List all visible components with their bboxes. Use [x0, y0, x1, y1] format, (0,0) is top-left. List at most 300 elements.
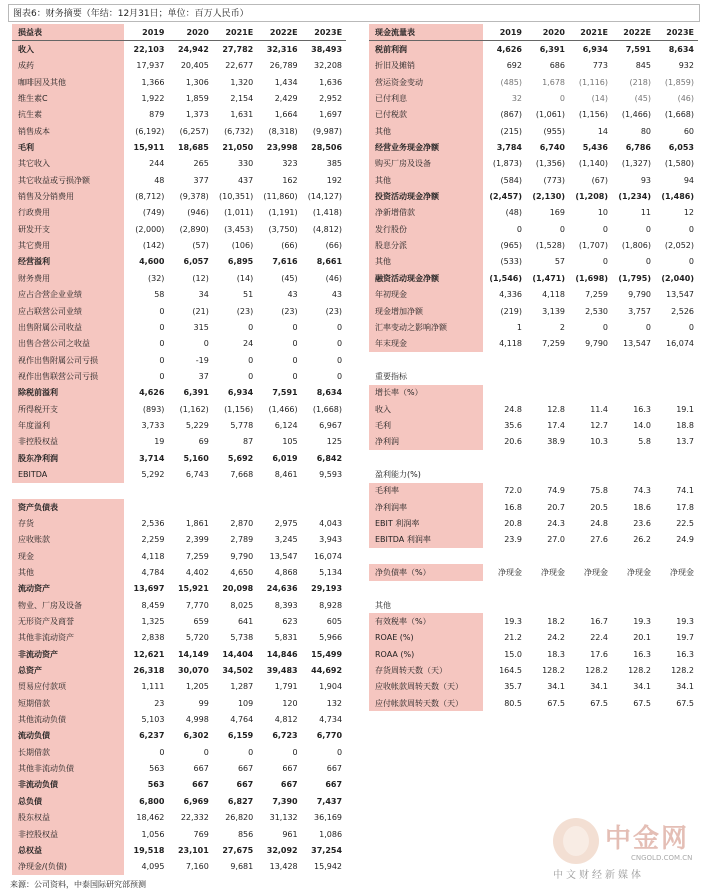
- row-label: 应占联营公司业绩: [12, 303, 124, 319]
- table-cell: 2,838: [141, 633, 165, 643]
- table-cell: 6,159: [227, 731, 254, 741]
- table-cell: 0: [336, 339, 343, 349]
- table-cell: [526, 548, 569, 564]
- table-cell: 0: [336, 371, 343, 381]
- row-label: 净利润率: [369, 499, 483, 515]
- table-cell: 769: [193, 829, 209, 839]
- table-cell: 19,518: [133, 845, 165, 855]
- table-cell: 0: [516, 224, 522, 234]
- row-label: ROAE (%): [369, 630, 483, 646]
- table-cell: 0: [248, 322, 254, 332]
- table-cell: 667: [326, 764, 343, 774]
- table-cell: (1,327): [621, 159, 651, 169]
- table-cell: 8,634: [668, 45, 694, 55]
- table-cell: 6,770: [316, 731, 343, 741]
- table-cell: 5,738: [230, 633, 254, 643]
- table-cell: 37: [198, 371, 209, 381]
- table-cell: [569, 352, 612, 368]
- row-label: 净现金/(负债): [12, 859, 124, 875]
- table-cell: 27,782: [222, 45, 254, 55]
- table-cell: 0: [159, 339, 165, 349]
- table-cell: (8,318): [268, 126, 298, 136]
- table-row: [12, 810, 346, 826]
- table-cell: 34.1: [547, 682, 565, 692]
- table-cell: 13,697: [133, 584, 165, 594]
- table-row: [12, 711, 346, 727]
- table-cell: 15,942: [314, 862, 343, 872]
- row-label: 其它费用: [12, 237, 124, 253]
- row-label: 其他非流动负债: [12, 760, 124, 776]
- row-label: 咖啡因及其他: [12, 74, 124, 90]
- table-cell: 6,827: [227, 796, 254, 806]
- table-cell: 8,393: [274, 600, 298, 610]
- row-label: 视作出售附属公司亏损: [12, 352, 124, 368]
- row-label: EBITDA: [12, 466, 124, 482]
- table-row: [12, 532, 346, 548]
- table-cell: (215): [500, 126, 522, 136]
- table-row: [12, 188, 346, 204]
- table-cell: (1,707): [578, 241, 608, 251]
- table-cell: 4,118: [542, 290, 565, 300]
- table-cell: 2,429: [274, 94, 298, 104]
- watermark-slogan: 中文财经新媒体: [553, 870, 644, 881]
- table-cell: 128.2: [671, 666, 694, 676]
- table-cell: (45): [281, 273, 298, 283]
- table-cell: 38,493: [311, 45, 343, 55]
- table-cell: 2,870: [230, 518, 254, 528]
- table-cell: 6,743: [185, 469, 209, 479]
- table-cell: [302, 499, 346, 515]
- table-cell: (4,812): [312, 224, 343, 234]
- table-cell: 7,668: [230, 469, 254, 479]
- table-cell: 94: [683, 175, 694, 185]
- table-cell: 0: [602, 257, 608, 267]
- table-cell: 162: [282, 175, 298, 185]
- source-note: 来源：公司资料，中泰国际研究部预测: [10, 880, 146, 889]
- table-row: [369, 90, 698, 106]
- year-header: 2022E: [269, 27, 298, 37]
- row-label: 股东净利润: [12, 450, 124, 466]
- row-label: 毛利率: [369, 483, 483, 499]
- table-cell: 18,685: [177, 143, 209, 153]
- row-label: [12, 483, 124, 499]
- table-cell: 12.8: [547, 404, 565, 414]
- table-cell: [569, 581, 612, 597]
- table-cell: 8,461: [274, 469, 298, 479]
- table-cell: 24.8: [504, 404, 522, 414]
- table-row: [369, 205, 698, 221]
- row-label: 流动资产: [12, 581, 124, 597]
- table-cell: [483, 466, 526, 482]
- table-cell: [655, 548, 698, 564]
- table-cell: 1,320: [230, 77, 254, 87]
- table-cell: [124, 483, 168, 499]
- table-cell: 667: [282, 764, 298, 774]
- table-cell: [612, 466, 655, 482]
- table-cell: 120: [282, 698, 298, 708]
- table-cell: 1,056: [141, 829, 165, 839]
- table-cell: (10,351): [218, 192, 254, 202]
- table-cell: 1,664: [274, 110, 298, 120]
- table-cell: 23,101: [177, 845, 209, 855]
- table-cell: 2: [559, 322, 565, 332]
- table-row: [12, 287, 346, 303]
- table-row: [12, 859, 346, 875]
- watermark-logo-icon: [553, 818, 599, 864]
- table-cell: 330: [237, 159, 254, 169]
- table-cell: 5,720: [185, 633, 209, 643]
- table-cell: [526, 581, 569, 597]
- table-cell: 37,254: [311, 845, 343, 855]
- table-cell: 4,650: [230, 568, 254, 578]
- table-row: [369, 532, 698, 548]
- table-cell: 16,074: [666, 339, 694, 349]
- table-cell: [569, 548, 612, 564]
- table-cell: [612, 450, 655, 466]
- table-cell: 8,025: [230, 600, 254, 610]
- table-cell: 67.5: [676, 698, 694, 708]
- table-cell: 2,259: [141, 535, 165, 545]
- table-cell: 6,019: [272, 453, 298, 463]
- table-cell: 24.2: [547, 633, 565, 643]
- table-cell: [612, 368, 655, 384]
- table-cell: 24,636: [266, 584, 298, 594]
- table-cell: (3,453): [224, 224, 254, 234]
- table-cell: 1,366: [141, 77, 165, 87]
- table-cell: (749): [142, 208, 165, 218]
- table-row: [369, 303, 698, 319]
- table-cell: 623: [282, 617, 298, 627]
- table-row: [12, 613, 346, 629]
- table-cell: (9,987): [312, 126, 343, 136]
- table-cell: 932: [678, 61, 694, 71]
- table-cell: 净现金: [627, 568, 651, 578]
- table-cell: 6,967: [319, 420, 343, 430]
- row-label: 存货周转天数（天）: [369, 662, 483, 678]
- table-row: [12, 760, 346, 776]
- year-header: 2023E: [666, 27, 694, 37]
- table-cell: [569, 466, 612, 482]
- year-header: 2020: [542, 27, 565, 37]
- table-cell: 1,373: [185, 110, 209, 120]
- table-row: [12, 842, 346, 858]
- table-cell: 67.5: [633, 698, 651, 708]
- table-cell: [526, 597, 569, 613]
- table-cell: 13,547: [269, 551, 298, 561]
- table-cell: [655, 597, 698, 613]
- table-row: [369, 319, 698, 335]
- table-cell: 1,904: [319, 682, 343, 692]
- table-cell: 14,149: [177, 649, 209, 659]
- row-label: 净负债率（%）: [369, 564, 483, 580]
- table-cell: 563: [147, 780, 165, 790]
- table-cell: 9,790: [230, 551, 254, 561]
- table-cell: 132: [326, 698, 343, 708]
- table-row: [12, 41, 346, 57]
- row-label: 流动负债: [12, 728, 124, 744]
- table-cell: 5,436: [582, 143, 608, 153]
- table-cell: [526, 385, 569, 401]
- table-cell: 845: [635, 61, 651, 71]
- table-cell: 20.8: [504, 518, 522, 528]
- table-cell: 34,502: [222, 666, 254, 676]
- row-label: 年初现金: [369, 287, 483, 303]
- table-cell: 净现金: [670, 568, 694, 578]
- table-cell: 7,616: [272, 257, 298, 267]
- row-label: 总资产: [12, 662, 124, 678]
- table-cell: [569, 450, 612, 466]
- table-cell: [483, 385, 526, 401]
- row-label: 财务费用: [12, 270, 124, 286]
- table-cell: 4,336: [499, 290, 522, 300]
- table-cell: 667: [236, 780, 254, 790]
- row-label: [369, 548, 483, 564]
- table-cell: 20,405: [180, 61, 209, 71]
- table-cell: (3,750): [268, 224, 298, 234]
- table-cell: 11: [640, 208, 651, 218]
- table-cell: 7,259: [585, 290, 608, 300]
- table-cell: 18.3: [547, 649, 565, 659]
- table-row: [369, 499, 698, 515]
- table-cell: [257, 483, 301, 499]
- table-row: [369, 172, 698, 188]
- table-cell: 6,391: [183, 388, 209, 398]
- table-row: [12, 385, 346, 401]
- table-cell: 6,391: [539, 45, 565, 55]
- table-cell: (965): [500, 241, 522, 251]
- table-cell: (955): [543, 126, 565, 136]
- row-label: 其他: [12, 564, 124, 580]
- table-row: [12, 499, 346, 515]
- table-row: [369, 679, 698, 695]
- table-cell: (773): [543, 175, 565, 185]
- table-cell: 14,404: [222, 649, 254, 659]
- table-cell: 0: [159, 306, 165, 316]
- table-cell: [655, 466, 698, 482]
- year-header: 2019: [499, 27, 522, 37]
- table-cell: 6,934: [582, 45, 608, 55]
- table-row: [369, 450, 698, 466]
- row-label: 股东权益: [12, 810, 124, 826]
- row-label: 经营业务现金净额: [369, 139, 483, 155]
- table-cell: 0: [336, 747, 343, 757]
- table-cell: 22.4: [590, 633, 608, 643]
- row-label: 销售及分销费用: [12, 188, 124, 204]
- table-row: [12, 679, 346, 695]
- table-cell: 26.2: [633, 535, 651, 545]
- row-label: 税前利润: [369, 41, 483, 57]
- table-cell: 24,942: [177, 45, 209, 55]
- row-label: 汇率变动之影响净额: [369, 319, 483, 335]
- table-cell: 34.1: [676, 682, 694, 692]
- table-cell: 437: [237, 175, 254, 185]
- table-row: [369, 401, 698, 417]
- table-cell: (142): [142, 241, 165, 251]
- table-cell: (23): [325, 306, 343, 316]
- table-cell: 14.0: [633, 420, 651, 430]
- table-cell: 27,675: [222, 845, 254, 855]
- table-cell: (46): [677, 94, 694, 104]
- table-cell: (1,156): [578, 110, 608, 120]
- table-cell: 6,057: [183, 257, 209, 267]
- table-cell: 128.2: [628, 666, 651, 676]
- table-row: [12, 483, 346, 499]
- table-cell: 4,998: [185, 715, 209, 725]
- table-cell: [612, 385, 655, 401]
- table-cell: 6,723: [272, 731, 298, 741]
- table-cell: 19.3: [633, 617, 651, 627]
- row-label: 非流动负债: [12, 777, 124, 793]
- table-cell: 20.7: [547, 502, 565, 512]
- table-cell: (1,191): [268, 208, 298, 218]
- table-cell: [612, 581, 655, 597]
- table-cell: 80: [640, 126, 651, 136]
- table-cell: [612, 352, 655, 368]
- table-cell: 38.9: [547, 437, 565, 447]
- table-cell: 14: [597, 126, 608, 136]
- table-row: [369, 368, 698, 384]
- table-cell: [655, 385, 698, 401]
- watermark-name: 中金网: [605, 824, 690, 854]
- table-cell: 169: [549, 208, 565, 218]
- table-row: [369, 74, 698, 90]
- table-cell: (1,795): [618, 273, 651, 283]
- table-row: [369, 613, 698, 629]
- table-cell: (584): [500, 175, 522, 185]
- table-cell: 879: [149, 110, 165, 120]
- table-cell: 13,547: [666, 290, 694, 300]
- row-label: 重要指标: [369, 368, 483, 384]
- watermark: [553, 818, 703, 882]
- row-label: 应收帐款周转天数（天）: [369, 679, 483, 695]
- table-cell: [483, 548, 526, 564]
- row-label: 视作出售联营公司亏损: [12, 368, 124, 384]
- table-row: [12, 123, 346, 139]
- table-cell: 9,790: [585, 339, 608, 349]
- table-cell: 8,928: [319, 600, 343, 610]
- table-cell: 128.2: [585, 666, 608, 676]
- table-cell: 667: [192, 780, 209, 790]
- row-label: 折旧及摊销: [369, 58, 483, 74]
- table-cell: [526, 466, 569, 482]
- row-label: 无形资产及商誉: [12, 613, 124, 629]
- table-cell: 1,697: [319, 110, 343, 120]
- row-label: [369, 352, 483, 368]
- table-cell: 23,998: [266, 143, 298, 153]
- table-cell: (1,011): [224, 208, 254, 218]
- table-cell: 5.8: [638, 437, 651, 447]
- table-cell: 17.4: [547, 420, 565, 430]
- table-cell: 18,462: [136, 813, 165, 823]
- row-label: 收入: [12, 41, 124, 57]
- table-cell: 10: [597, 208, 608, 218]
- table-cell: 20.5: [590, 502, 608, 512]
- table-cell: 0: [688, 224, 694, 234]
- table-cell: (6,257): [179, 126, 209, 136]
- table-cell: 13,547: [623, 339, 651, 349]
- table-cell: (48): [505, 208, 522, 218]
- table-cell: 6,740: [539, 143, 565, 153]
- table-cell: 26,318: [133, 666, 165, 676]
- table-cell: 7,259: [185, 551, 209, 561]
- row-label: 年末现金: [369, 336, 483, 352]
- table-cell: 1,678: [542, 77, 565, 87]
- table-row: [369, 515, 698, 531]
- table-cell: 0: [248, 371, 254, 381]
- table-cell: 20.1: [633, 633, 651, 643]
- row-label: 毛利: [12, 139, 124, 155]
- row-label: 维生素C: [12, 90, 124, 106]
- table-cell: 69: [198, 437, 209, 447]
- row-label: 其他: [369, 172, 483, 188]
- table-cell: (14): [591, 94, 608, 104]
- table-cell: 32,316: [266, 45, 298, 55]
- table-cell: 16.3: [676, 649, 694, 659]
- table-cell: 19.3: [676, 617, 694, 627]
- table-cell: 21,050: [222, 143, 254, 153]
- table-row: [12, 352, 346, 368]
- table-cell: [526, 352, 569, 368]
- table-cell: 23.6: [633, 518, 651, 528]
- table-cell: 17,937: [136, 61, 165, 71]
- table-cell: [483, 581, 526, 597]
- table-cell: 125: [326, 437, 343, 447]
- table-cell: 4,868: [274, 568, 298, 578]
- table-cell: [168, 483, 212, 499]
- table-cell: [483, 352, 526, 368]
- table-cell: 1,631: [230, 110, 254, 120]
- table-cell: [483, 368, 526, 384]
- table-cell: 1,791: [274, 682, 298, 692]
- table-cell: 35.6: [504, 420, 522, 430]
- table-cell: 5,692: [227, 453, 254, 463]
- table-cell: 5,229: [185, 420, 209, 430]
- table-cell: 659: [193, 617, 209, 627]
- watermark-url: CNGOLD.COM.CN: [631, 854, 693, 862]
- table-cell: 4,626: [139, 388, 165, 398]
- table-cell: 0: [292, 371, 298, 381]
- table-cell: 1,287: [230, 682, 254, 692]
- table-cell: 6,786: [625, 143, 651, 153]
- table-row: [369, 466, 698, 482]
- table-cell: 563: [149, 764, 165, 774]
- table-cell: 1,861: [185, 518, 209, 528]
- row-label: 除税前溢利: [12, 385, 124, 401]
- row-label: 出售合营公司之收益: [12, 336, 124, 352]
- table-cell: (23): [236, 306, 254, 316]
- table-cell: (45): [634, 94, 651, 104]
- table-header: [12, 24, 346, 41]
- row-label: 其它收入: [12, 156, 124, 172]
- table-cell: 0: [159, 747, 165, 757]
- table-cell: 0: [292, 355, 298, 365]
- table-cell: 22,103: [133, 45, 165, 55]
- table-row: [12, 221, 346, 237]
- table-row: [369, 41, 698, 57]
- row-label: 股息分派: [369, 237, 483, 253]
- table-row: [12, 597, 346, 613]
- table-cell: 0: [159, 322, 165, 332]
- table-cell: 377: [193, 175, 209, 185]
- table-cell: 22,677: [225, 61, 254, 71]
- table-cell: -19: [195, 355, 209, 365]
- table-cell: 24.8: [590, 518, 608, 528]
- table-cell: (218): [629, 77, 651, 87]
- table-cell: (2,130): [532, 192, 565, 202]
- table-cell: 净现金: [584, 568, 608, 578]
- row-label: 研发开支: [12, 221, 124, 237]
- table-cell: (57): [192, 241, 209, 251]
